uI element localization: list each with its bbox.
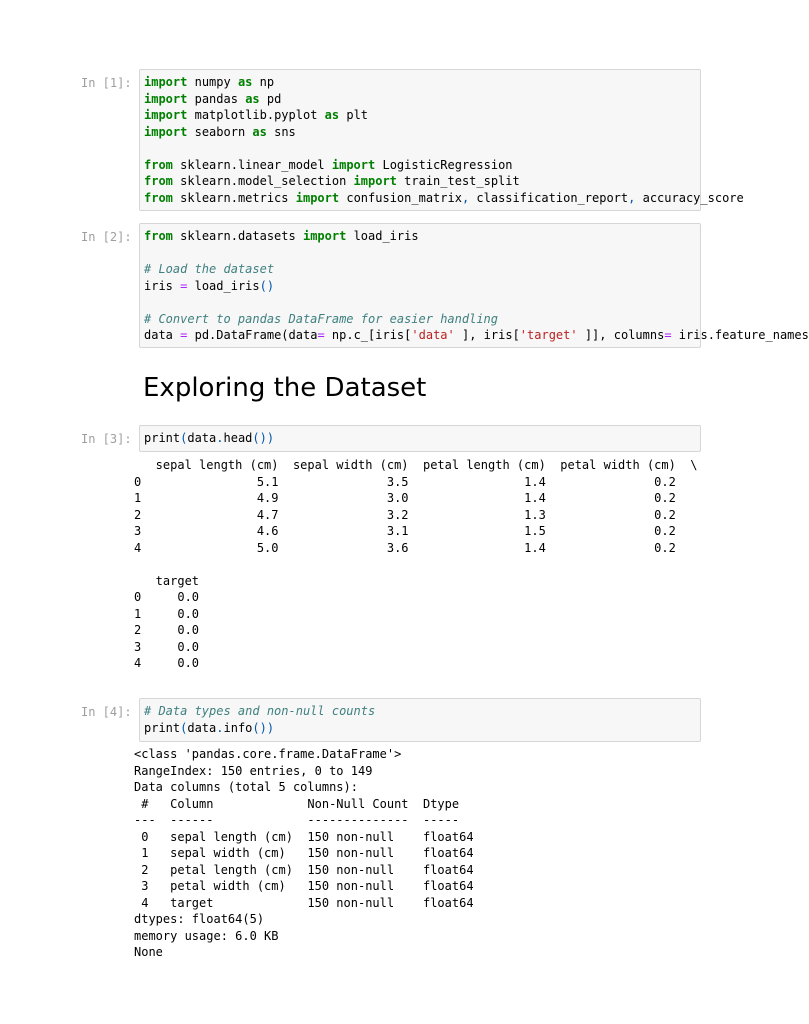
code-text[interactable]: [140, 224, 809, 344]
code-token: as: [324, 108, 340, 122]
code-token: info: [223, 720, 253, 735]
cell-prompt: In [4]:: [81, 705, 132, 719]
code-token: pd.DataFrame(data: [194, 328, 318, 342]
cell-prompt: In [1]:: [81, 76, 132, 90]
code-token: LogisticRegression: [382, 157, 513, 172]
code-input[interactable]: [139, 698, 701, 742]
code-token: sklearn.linear_model: [180, 157, 325, 172]
code-token: head: [223, 431, 253, 445]
code-token: train_test_split: [404, 174, 520, 188]
code-token: (: [180, 431, 188, 445]
code-token: ,: [628, 190, 636, 205]
code-token: data: [144, 328, 173, 342]
code-token: pandas: [194, 91, 238, 106]
cell-output: sepal length (cm) sepal width (cm) petal length (cm) petal width (cm) \ 0 5.1 3.5 1.4 0.2 1 4.9 3.0 1.4 0.2 2 4.7 3.2 1.3 0.2 3 4.6 3.1 1.5 0.2 4 5.0 3.6 1.4 0.2 target 0 0.0 1 0.0 2 0.0 3 0.0 4 0.0: [134, 458, 698, 670]
code-token: (: [180, 720, 188, 735]
code-token: =: [317, 328, 325, 342]
code-token: ],: [461, 328, 477, 342]
code-token: confusion_matrix: [346, 190, 462, 205]
code-token: ()): [252, 431, 275, 445]
markdown-heading: Exploring the Dataset: [143, 373, 427, 403]
code-token: print: [144, 431, 181, 445]
code-token: 'target': [519, 328, 578, 342]
code-token: import: [144, 91, 188, 106]
code-text[interactable]: [140, 70, 744, 206]
code-token: data: [187, 720, 217, 735]
code-input[interactable]: [139, 223, 809, 348]
code-token: .: [216, 431, 224, 445]
cell-output: <class 'pandas.core.frame.DataFrame'> RangeIndex: 150 entries, 0 to 149 Data columns (total 5 columns): # Column Non-Null Count Dtype --- ------ -------------- ----- 0 sepal length (cm) 150 non-null float64 1 sepal width (cm) 150 non-null float64 2 petal length (cm) 150 non-null float64 3 petal width (cm) 150 non-null float64 4 target 150 non-null float64 dtypes: float64(5) memory usage: 6.0 KB None: [134, 747, 474, 959]
code-token: 'data': [411, 328, 455, 342]
code-token: load_iris: [353, 229, 419, 243]
code-token: load_iris: [194, 278, 260, 293]
cell-prompt: In [2]:: [81, 230, 132, 244]
code-input[interactable]: [139, 69, 744, 211]
code-token: iris[: [483, 328, 520, 342]
code-token: ,: [461, 190, 470, 205]
code-token: np: [259, 75, 275, 89]
code-token: import: [144, 124, 188, 139]
code-token: sklearn.datasets: [180, 229, 296, 243]
code-token: .: [216, 720, 224, 735]
code-text[interactable]: [140, 426, 700, 447]
code-token: ]],: [584, 328, 607, 342]
code-token: iris.feature_names: [678, 328, 809, 342]
code-token: columns: [613, 328, 665, 342]
code-token: sns: [274, 124, 296, 139]
code-token: numpy: [194, 75, 231, 89]
code-token: import: [295, 190, 340, 205]
code-token: import: [331, 157, 376, 172]
code-token: =: [180, 328, 188, 342]
code-token: sklearn.metrics: [180, 190, 289, 205]
code-token: from: [144, 190, 173, 205]
code-token: # Convert to pandas DataFrame for easier handling: [144, 311, 499, 326]
code-token: sklearn.model_selection: [180, 174, 347, 188]
code-token: classification_report: [476, 190, 629, 205]
code-input[interactable]: [139, 425, 701, 452]
code-token: np.c_[iris[: [331, 328, 412, 342]
code-token: import: [144, 108, 188, 122]
code-token: # Data types and non-null counts: [144, 704, 376, 718]
code-token: =: [180, 278, 188, 293]
code-token: as: [237, 75, 253, 89]
code-token: ()): [252, 720, 275, 735]
cell-prompt: In [3]:: [81, 432, 132, 446]
code-token: iris: [144, 278, 173, 293]
code-token: data: [187, 431, 217, 445]
code-token: matplotlib.pyplot: [194, 108, 318, 122]
code-token: from: [144, 157, 173, 172]
code-text[interactable]: [140, 699, 700, 736]
code-token: seaborn: [194, 124, 246, 139]
code-token: from: [144, 174, 173, 188]
code-token: import: [302, 229, 347, 243]
code-token: import: [353, 174, 397, 188]
code-token: import: [144, 75, 188, 89]
code-token: print: [144, 720, 181, 735]
code-token: from: [144, 229, 173, 243]
code-token: accuracy_score: [642, 190, 744, 205]
code-token: pd: [266, 91, 282, 106]
code-token: (): [259, 278, 275, 293]
code-token: # Load the dataset: [144, 262, 275, 276]
code-token: plt: [346, 108, 369, 122]
code-token: =: [664, 328, 672, 342]
code-token: as: [252, 124, 267, 139]
code-token: as: [245, 91, 260, 106]
